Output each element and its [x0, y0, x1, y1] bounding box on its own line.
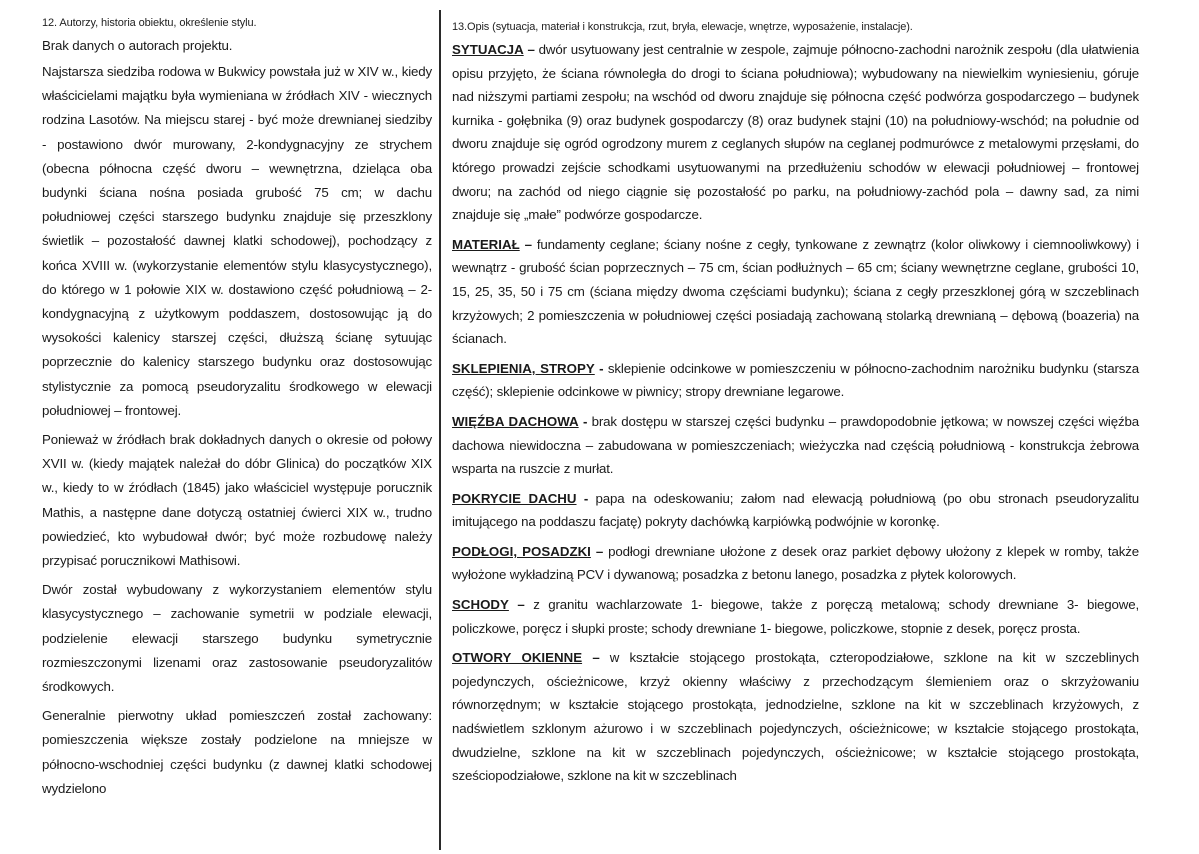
section-separator: – — [508, 597, 534, 613]
section-separator: – — [590, 543, 609, 559]
section-12-heading: 12. Autorzy, historia obiektu, określenie stylu. — [42, 17, 257, 29]
section-schody — [452, 593, 1139, 640]
section-pokrycie — [452, 487, 1139, 534]
section-title: WIĘŹBA DACHOWA — [452, 413, 579, 429]
section-separator: – — [519, 236, 537, 252]
section-title: POKRYCIE DACHU — [452, 490, 577, 506]
section-wiezba — [452, 410, 1139, 481]
left-column — [42, 16, 432, 806]
section-separator: – — [523, 42, 539, 57]
paragraph-layout: Generalnie pierwotny układ pomieszczeń został zachowany: pomieszczenia większe zostały podzielone na mniejsze w północno-wschodniej części budynku (z dawnej klatki schodowej wydzielono — [42, 708, 432, 796]
section-sklepienia — [452, 357, 1139, 404]
section-13-heading: 13.Opis (sytuacja, materiał i konstrukcja, rzut, bryła, elewacje, wnętrze, wyposażenie, instalacje). — [452, 21, 913, 33]
paragraph-builder: Ponieważ w źródłach brak dokładnych danych o okresie od połowy XVII w. (kiedy majątek należał do dóbr Glinica) do początków XIX w., kiedy to w źródłach (1845) jako właściciel występuje porucznik Mathis, a następne dane dotyczą ostatniej ćwierci XIX w., trudno powiedzieć, kto wybudował dwór; być może rozbudowę należy przypisać porucznikowi Mathisowi. — [42, 432, 432, 569]
right-column — [452, 20, 1139, 794]
section-material — [452, 233, 1139, 351]
section-otwory-okienne — [452, 646, 1139, 788]
section-title: SCHODY — [452, 597, 509, 613]
section-title: MATERIAŁ — [452, 236, 520, 252]
section-separator: – — [582, 650, 610, 666]
section-text: brak dostępu w starszej części budynku – prawdopodobnie jętkowa; w nowszej części więźba dachowa niewidoczna – zabudowana w pomieszczeniach; wieżyczka nad częścią południową - konstrukcja żebrowa wsparta na ruszcie z murłat. — [452, 413, 1139, 477]
section-separator: - — [578, 413, 592, 429]
section-text: podłogi drewniane ułożone z desek oraz parkiet dębowy ułożony z klepek w romby, także wyłożone wykładziną PCV i dywanową; posadzka z betonu lanego, posadzka z płytek kolorowych. — [452, 543, 1139, 583]
section-title: SKLEPIENIA, STROPY — [452, 360, 595, 376]
section-podlogi — [452, 540, 1139, 587]
section-text: dwór usytuowany jest centralnie w zespole, zajmuje północno-zachodni narożnik zespołu (dla ułatwienia opisu przyjęto, że ściana równoległa do drogi to ściana południowa); wybudowany na niewielkim wyniesieniu, góruje nad niższymi partiami zespołu; na wschód od dworu znajduje się północna część podwórza gospodarczego – budynek kurnika - gołębnika (9) oraz budynek gospodarczy (8) oraz budynek stajni (10) na południowy-wschód; na południe od dworu znajduje się ogród ogrodzony murem z ceglanych słupów na ceglanej podmurówce z metalowymi przęsłami, do którego prowadzi zejście schodkami usytuowanymi na przedłużeniu schodów w elewacji południowej – frontowej dworu; na zachód od niego ciągnie się pozostałość po parku, na południowy-zachód pola – dawny sad, za nimi znajduje się „małe” podwórze gospodarcze. — [452, 42, 1139, 223]
section-title: OTWORY OKIENNE — [452, 650, 583, 666]
section-text: z granitu wachlarzowate 1- biegowe, także z poręczą metalową; schody drewniane 3- biegowe, policzkowe, poręcz i słupki proste; schody drewniane 1- biegowe, policzkowe, stopnie z desek, poręcz prosta. — [452, 597, 1139, 636]
paragraph-authors: Brak danych o autorach projektu. — [42, 38, 233, 53]
section-title: SYTUACJA — [452, 42, 524, 57]
section-text: w kształcie stojącego prostokąta, czteropodziałowe, szklone na kit w szczeblinych pojedynczych, ościeżnicowe, krzyż okienny właściwy z przechodzącym ślemieniem oraz o skrzyżowaniu równorzędnym; w kształcie stojącego prostokąta, jednodzielne, szklone na kit w szczeblinach krzyżowych, z nadświetlem szklonym ażurowo i w szczeblinach pojedynczych, ościeżnicowe; w kształcie stojącego prostokąta, dwudzielne, szklone na kit w szczeblinach pojedynczych, ościeżnicowe; w kształcie stojącego prostokąta, sześciopodziałowe, szklone na kit w szczeblinach — [452, 650, 1139, 784]
section-separator: - — [576, 490, 596, 506]
section-title: PODŁOGI, POSADZKI — [452, 543, 591, 559]
section-text: fundamenty ceglane; ściany nośne z cegły, tynkowane z zewnątrz (kolor oliwkowy i ciemnooliwkowy) i wewnątrz - grubość ścian poprzecznych – 75 cm, ścian podłużnych – 65 cm; ściany wewnętrzne ceglane, grubości 10, 15, 25, 35, 50 i 75 cm (ściana między dwoma częściami budynku); ściana z cegły przeszklonej górą w szczeblinach krzyżowych; 2 pomieszczenia w południowej części posiadają zachowaną stolarką drewnianą – dębową (boazeria) na ścianach. — [452, 236, 1139, 347]
column-divider — [439, 10, 441, 850]
section-sytuacja — [452, 38, 1139, 227]
section-text: sklepienie odcinkowe w pomieszczeniu w północno-zachodnim narożniku budynku (starsza część); sklepienie odcinkowe w piwnicy; stropy drewniane legarowe. — [452, 360, 1139, 400]
section-separator: - — [594, 360, 608, 376]
section-text: papa na odeskowaniu; załom nad elewacją południową (po obu stronach pseudoryzalitu imitującego na poddaszu facjatę) pokryty dachówką karpiówką podwójnie w koronkę. — [452, 490, 1139, 530]
paragraph-history: Najstarsza siedziba rodowa w Bukwicy powstała już w XIV w., kiedy właścicielami majątku była wymieniana w źródłach XIV - wiecznych rodzina Lasotów. Na miejscu starej - być może drewnianej siedziby - postawiono dwór murowany, 2-kondygnacyjny ze strychem (obecna północna część dworu – wewnętrzna, dzieląca oba budynki ściana nośna posiada grubość 75 cm; w dachu południowej części starszego budynku znajduje się przeszklony świetlik – pozostałość dawnej klatki schodowej), pochodzący z końca XVIII w. (wykorzystanie elementów stylu klasycystycznego), do którego w 1 połowie XIX w. dostawiono część południową – 2-kondygnacyjną z użytkowym poddaszem, dostosowując ją do wysokości kalenicy starszej części, dłuższą ścianę sytuując poprzecznie do kalenicy starszego budynku oraz dostosowując stylistycznie za pomocą pseudoryzalitu środkowego w elewacji południowej – frontowej. — [42, 64, 432, 418]
paragraph-style: Dwór został wybudowany z wykorzystaniem elementów stylu klasycystycznego – zachowanie symetrii w podziale elewacji, podzielenie elewacji starszego budynku symetrycznie rozmieszczonymi lizenami oraz zastosowanie pseudoryzalitów środkowych. — [42, 582, 432, 695]
